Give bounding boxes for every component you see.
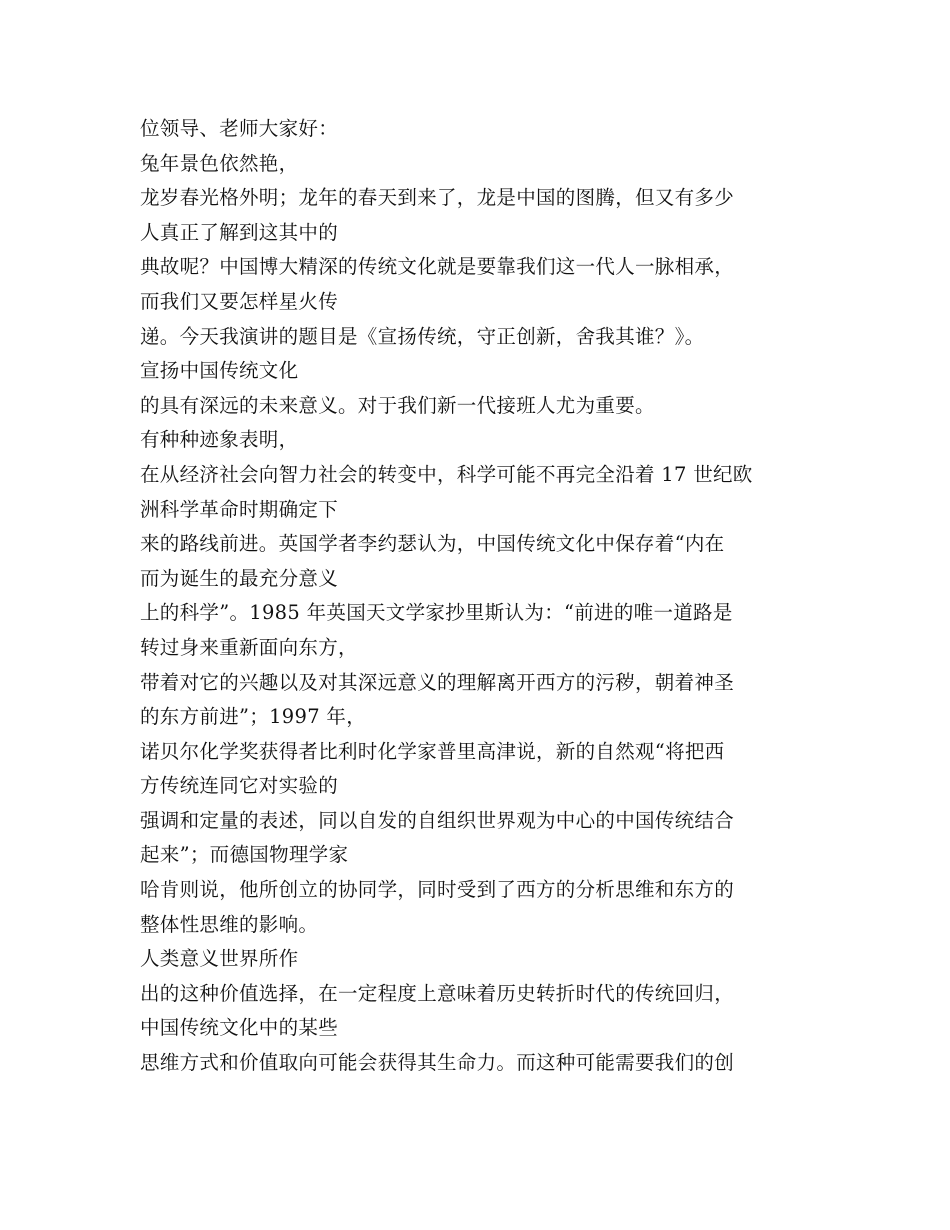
text-line: 宣扬中国传统文化 (140, 359, 299, 383)
text-line: 带着对它的兴趣以及对其深远意义的理解离开西方的污秽，朝着神圣 (140, 670, 735, 694)
text-line: 兔年景色依然艳， (140, 151, 299, 175)
text-line: 有种种迹象表明， (140, 428, 299, 452)
text-line: 诺贝尔化学奖获得者比利时化学家普里高津说，新的自然观“将把西 (140, 739, 725, 763)
text-line: 哈肯则说，他所创立的协同学，同时受到了西方的分析思维和东方的 (140, 878, 735, 902)
text-line: 整体性思维的影响。 (140, 912, 319, 936)
text-line: 起来”；而德国物理学家 (140, 843, 349, 867)
text-line: 递。今天我演讲的题目是《宣扬传统，守正创新，舍我其谁？》。 (140, 324, 705, 348)
document-body (140, 112, 820, 1081)
text-line: 而我们又要怎样星火传 (140, 289, 339, 313)
text-line: 在从经济社会向智力社会的转变中，科学可能不再完全沿着 17 世纪欧 (140, 462, 753, 486)
text-line: 来的路线前进。英国学者李约瑟认为，中国传统文化中保存着“内在 (140, 532, 725, 556)
text-line: 上的科学”。1985 年英国天文学家抄里斯认为：“前进的唯一道路是 (140, 601, 733, 625)
text-line: 典故呢？中国博大精深的传统文化就是要靠我们这一代人一脉相承， (140, 255, 735, 279)
text-line: 位领导、老师大家好： (140, 117, 339, 140)
text-line: 人类意义世界所作 (140, 947, 299, 971)
text-line: 强调和定量的表述，同以自发的自组织世界观为中心的中国传统结合 (140, 808, 735, 832)
text-line: 人真正了解到这其中的 (140, 220, 339, 244)
text-line: 出的这种价值选择，在一定程度上意味着历史转折时代的传统回归， (140, 981, 735, 1005)
text-line: 思维方式和价值取向可能会获得其生命力。而这种可能需要我们的创 (140, 1051, 735, 1075)
text-line: 中国传统文化中的某些 (140, 1016, 339, 1040)
text-line: 龙岁春光格外明；龙年的春天到来了，龙是中国的图腾，但又有多少 (140, 186, 735, 210)
text-line: 的东方前进”；1997 年， (140, 705, 366, 729)
text-line: 而为诞生的最充分意义 (140, 566, 339, 590)
text-line: 的具有深远的未来意义。对于我们新一代接班人尤为重要。 (140, 393, 655, 417)
text-line: 方传统连同它对实验的 (140, 774, 339, 798)
text-line: 转过身来重新面向东方， (140, 635, 358, 659)
text-line: 洲科学革命时期确定下 (140, 497, 339, 521)
